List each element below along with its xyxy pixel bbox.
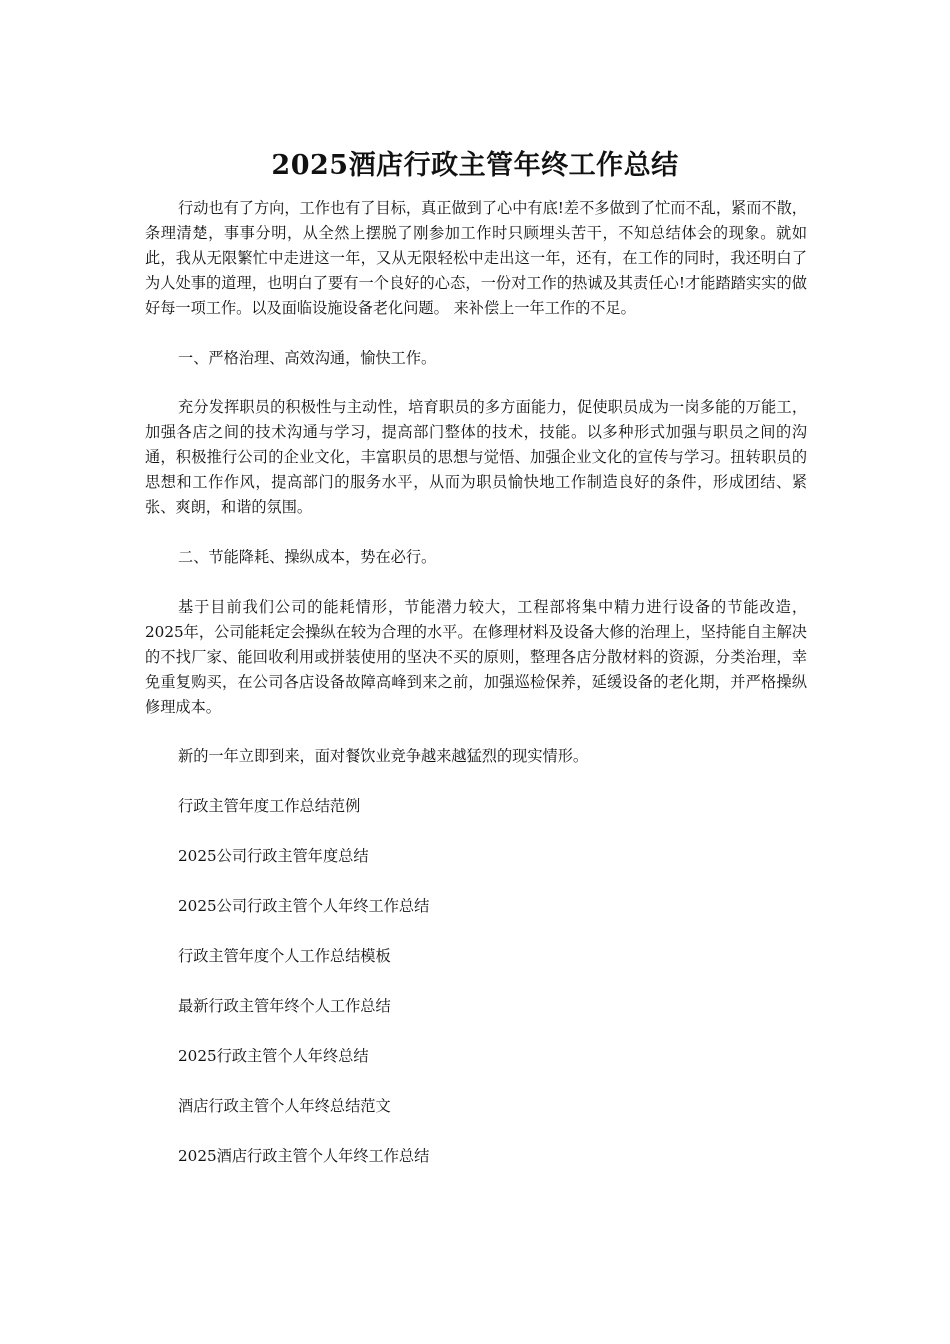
related-article-link: 2025酒店行政主管个人年终工作总结: [178, 1146, 430, 1165]
related-article-link: 2025公司行政主管个人年终工作总结: [178, 897, 430, 916]
closing-paragraph: 新的一年立即到来，面对餐饮业竞争越来越猛烈的现实情形。: [178, 747, 589, 766]
section-paragraph-2: 基于目前我们公司的能耗情形，节能潜力较大，工程部将集中精力进行设备的节能改造，2025年，公司能耗定会操纵在较为合理的水平。在修理材料及设备大修的治理上，坚持能自主解决的不找厂家、能回收利用或拼装使用的坚决不买的原则，整理各店分散材料的资源，分类治理，幸免重复购买，在公司各店设备故障高峰到来之前，加强巡检保养，延缓设备的老化期，并严格操纵修理成本。: [145, 597, 807, 716]
section-paragraph-1: 充分发挥职员的积极性与主动性，培育职员的多方面能力，促使职员成为一岗多能的万能工，加强各店之间的技术沟通与学习，提高部门整体的技术，技能。以多种形式加强与职员之间的沟通，积极推行公司的企业文化，丰富职员的思想与觉悟、加强企业文化的宣传与学习。扭转职员的思想和工作作风，提高部门的服务水平，从而为职员愉快地工作制造良好的条件，形成团结、紧张、爽朗，和谐的氛围。: [145, 398, 807, 517]
intro-paragraph: 行动也有了方向，工作也有了目标，真正做到了心中有底!差不多做到了忙而不乱，紧而不散，条理清楚，事事分明，从全然上摆脱了刚参加工作时只顾埋头苦干，不知总结体会的现象。就如此，我从无限繁忙中走进这一年，又从无限轻松中走出这一年，还有，在工作的同时，我还明白了为人处事的道理，也明白了要有一个良好的心态，一份对工作的热诚及其责任心!才能踏踏实实的做好每一项工作。以及面临设施设备老化问题。 来补偿上一年工作的不足。: [145, 199, 807, 317]
related-article-link: 2025行政主管个人年终总结: [178, 1046, 369, 1065]
document-body: [145, 196, 807, 1194]
related-article-link: 2025公司行政主管年度总结: [178, 847, 369, 866]
document-title: 2025酒店行政主管年终工作总结: [271, 150, 679, 182]
related-article-link: 酒店行政主管个人年终总结范文: [178, 1096, 391, 1115]
section-heading-1: 一、严格治理、高效沟通，愉快工作。: [178, 348, 437, 367]
related-article-link: 行政主管年度个人工作总结模板: [178, 947, 391, 966]
related-article-link: 最新行政主管年终个人工作总结: [178, 996, 391, 1015]
section-heading-2: 二、节能降耗、操纵成本，势在必行。: [178, 547, 437, 566]
related-article-link: 行政主管年度工作总结范例: [178, 797, 361, 816]
